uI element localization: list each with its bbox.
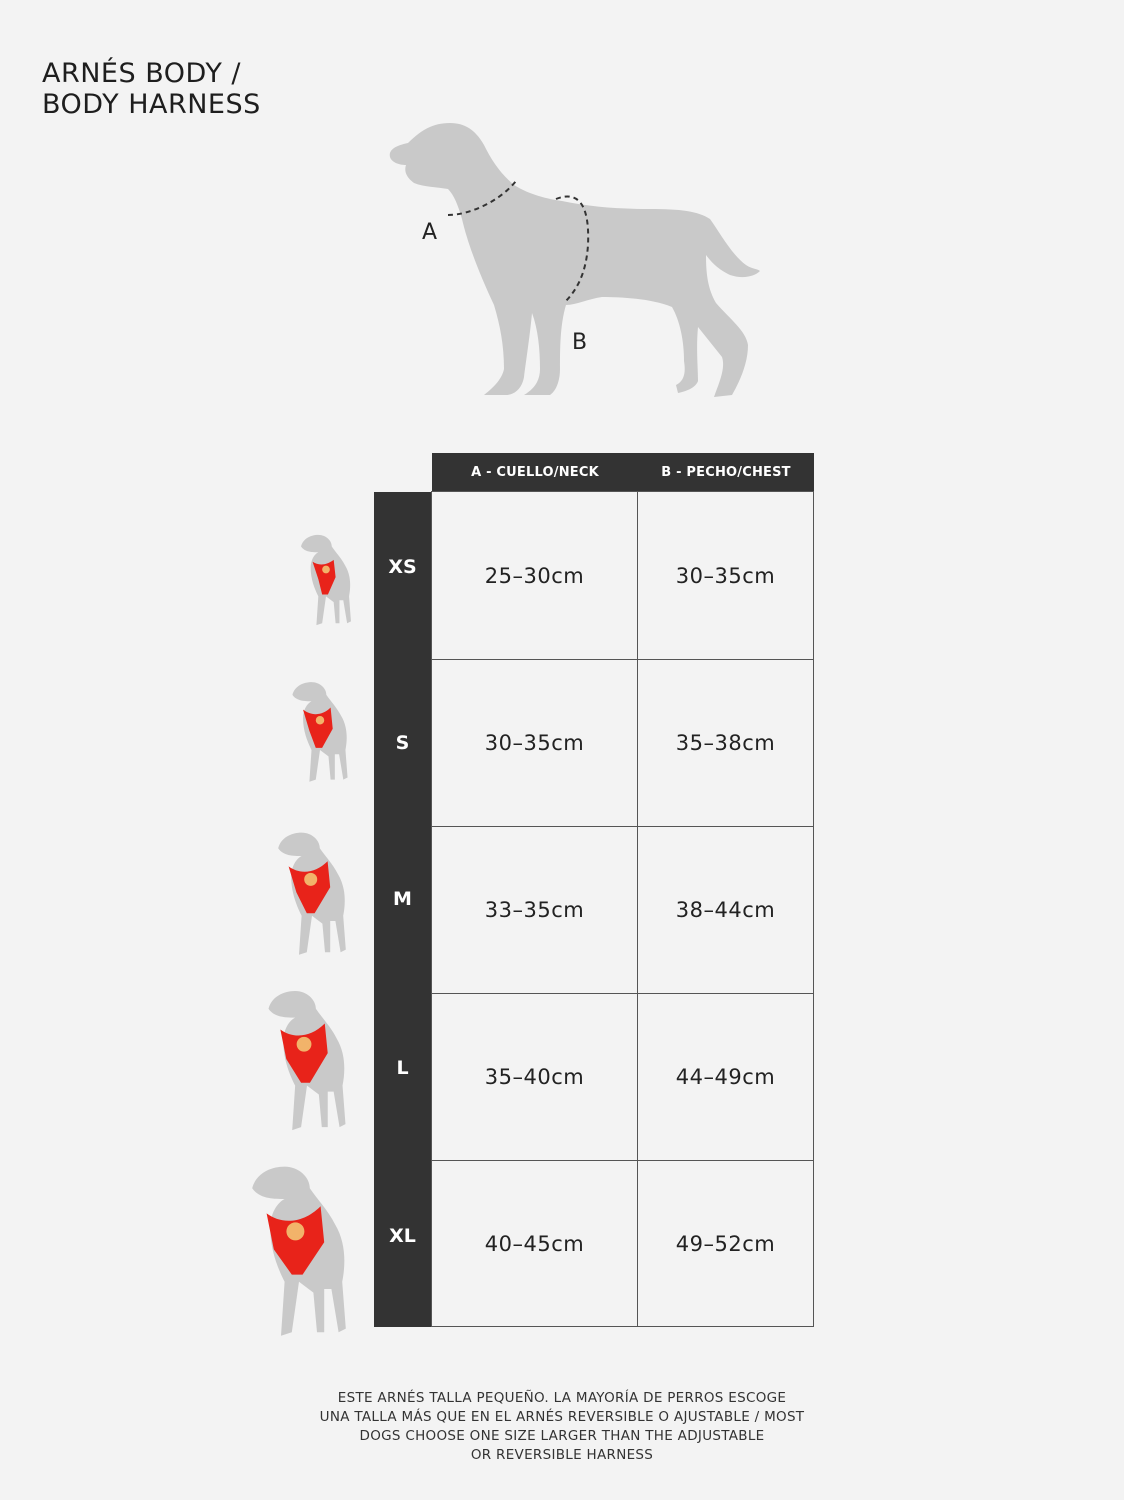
- dog-harness-xl-icon: [245, 1162, 353, 1344]
- size-label-xs: XS: [388, 556, 417, 578]
- dog-harness-m-icon: [272, 830, 352, 960]
- size-label-s: S: [395, 732, 410, 754]
- chest-cell: 35–38cm: [675, 731, 776, 755]
- chest-cell: 38–44cm: [675, 898, 776, 922]
- dog-measurement-diagram: [380, 115, 770, 405]
- dog-silhouette-icon: [380, 115, 770, 405]
- title-line-1: ARNÉS BODY /: [42, 58, 241, 89]
- size-table: [431, 491, 814, 1327]
- dog-harness-s-icon: [287, 680, 353, 786]
- table-row: [432, 1160, 813, 1326]
- table-row: [432, 492, 813, 659]
- chest-cell: 30–35cm: [675, 563, 776, 588]
- size-label-m: M: [393, 888, 412, 910]
- measurement-label-b: B: [572, 330, 588, 355]
- neck-cell: 40–45cm: [432, 1161, 638, 1326]
- size-column: [374, 492, 431, 1327]
- page-title: [42, 58, 261, 120]
- chest-cell: 44–49cm: [675, 1065, 776, 1089]
- table-row: [432, 826, 813, 993]
- title-line-2: BODY HARNESS: [42, 89, 261, 120]
- measurement-label-a: A: [422, 220, 438, 245]
- note-line-4: OR REVERSIBLE HARNESS: [470, 1447, 654, 1463]
- neck-cell: 35–40cm: [432, 994, 638, 1160]
- table-row: [432, 993, 813, 1160]
- header-chest: B - PECHO/CHEST: [661, 464, 791, 480]
- table-row: [432, 659, 813, 826]
- note-line-1: ESTE ARNÉS TALLA PEQUEÑO. LA MAYORÍA DE PERROS ESCOGE: [337, 1390, 787, 1406]
- neck-cell: 25–30cm: [432, 492, 638, 659]
- note-line-2: UNA TALLA MÁS QUE EN EL ARNÉS REVERSIBLE O AJUSTABLE / MOST: [319, 1409, 805, 1425]
- note-line-3: DOGS CHOOSE ONE SIZE LARGER THAN THE ADJUSTABLE: [359, 1428, 765, 1444]
- dog-harness-xs-icon: [296, 533, 356, 629]
- neck-cell: 33–35cm: [432, 827, 638, 993]
- chest-cell: 49–52cm: [675, 1231, 776, 1256]
- header-neck: A - CUELLO/NECK: [471, 464, 599, 480]
- size-label-l: L: [396, 1057, 409, 1079]
- neck-cell: 30–35cm: [432, 660, 638, 826]
- sizing-note: [262, 1389, 862, 1465]
- dog-harness-l-icon: [262, 988, 352, 1136]
- size-label-xl: XL: [389, 1225, 416, 1247]
- size-table-header: [432, 453, 814, 491]
